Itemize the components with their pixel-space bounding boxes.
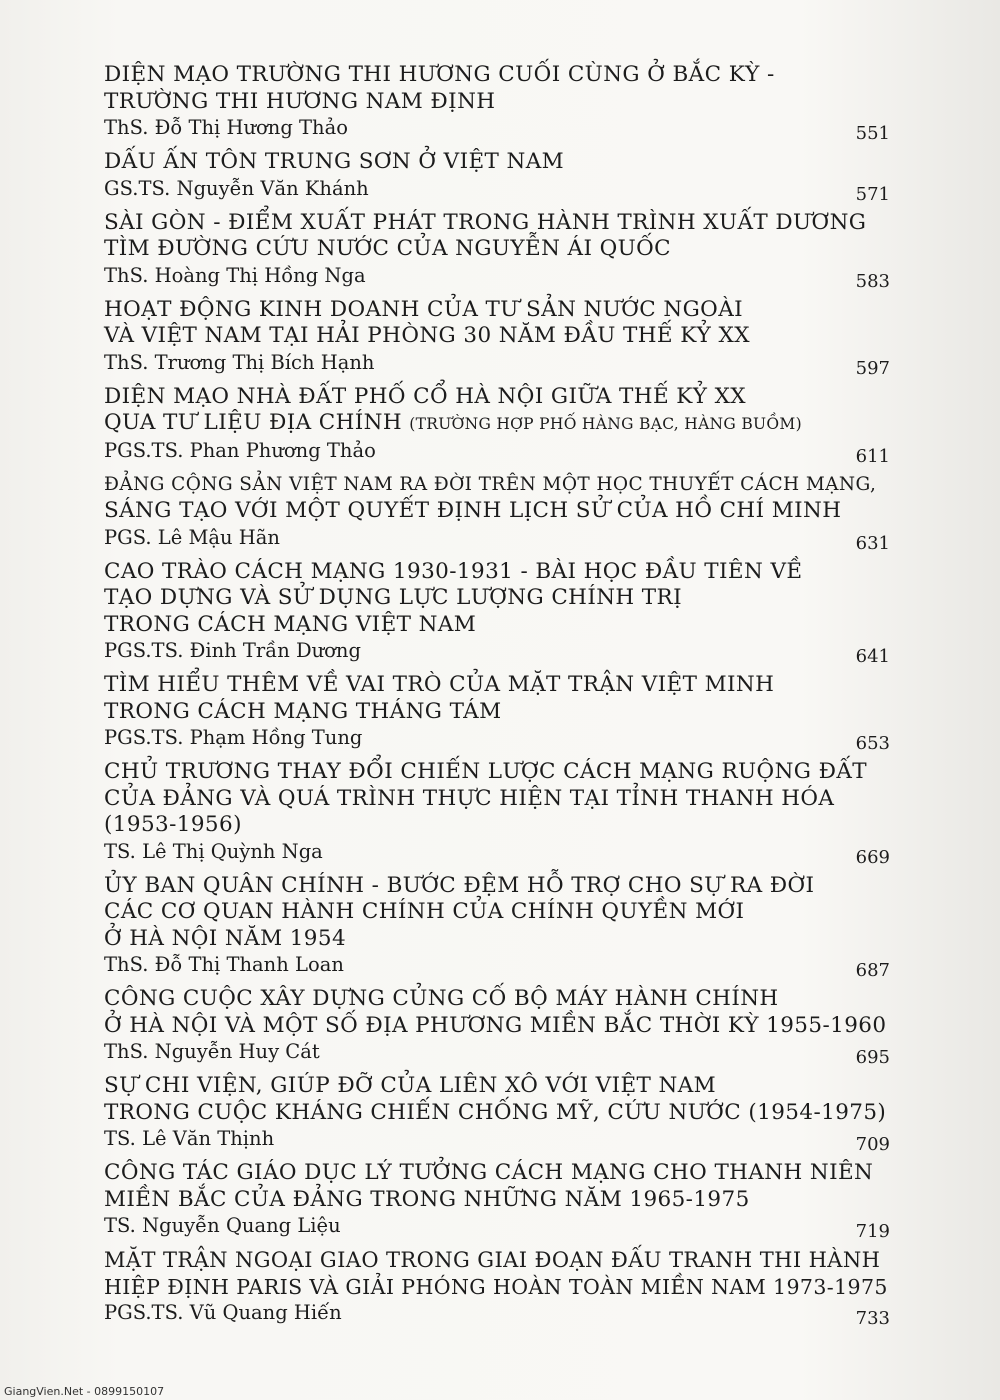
entry-title-line [104,384,890,411]
entry-title-line [104,89,890,116]
entry-title-text: TẠO DỰNG VÀ SỬ DỤNG LỰC LƯỢNG CHÍNH TRỊ [104,585,683,610]
entry-page-number: 669 [855,846,890,868]
entry-author-row [104,1300,890,1329]
entry-title-subtext: (TRƯỜNG HỢP PHỐ HÀNG BẠC, HÀNG BUỒM) [409,415,802,433]
entry-title-line [104,1100,890,1127]
entry-author-row [104,263,890,292]
toc-entry [104,1160,890,1242]
entry-title-text: SÀI GÒN - ĐIỂM XUẤT PHÁT TRONG HÀNH TRÌNH XUẤT DƯƠNG [104,209,867,235]
entry-author-row [104,1213,890,1242]
entry-author-row [104,525,890,554]
entry-title-line [104,297,890,324]
entry-author-row [104,839,890,868]
entry-page-number: 719 [855,1221,890,1242]
entry-title-text: TRƯỜNG THI HƯƠNG NAM ĐỊNH [104,88,496,114]
entry-page-number: 733 [855,1308,890,1329]
entry-page-number: 631 [855,532,890,554]
entry-author: GS.TS. Nguyễn Văn Khánh [104,176,369,200]
entry-title-line [104,612,890,639]
entry-title-line [104,1160,890,1187]
entry-title-text: (1953-1956) [104,812,242,837]
entry-title-text: TRONG CÁCH MẠNG THÁNG TÁM [104,698,502,724]
toc-entry [104,62,890,144]
toc-entry [104,209,890,292]
entry-title-text: QUA TƯ LIỆU ĐỊA CHÍNH [104,410,410,435]
entry-author: ThS. Đỗ Thị Thanh Loan [104,953,344,976]
entry-title-text: TRONG CÁCH MẠNG VIỆT NAM [104,611,477,637]
entry-title-line [104,210,890,237]
entry-title-text: HIỆP ĐỊNH PARIS VÀ GIẢI PHÓNG HOÀN TOÀN MIỀN NAM 1973-1975 [104,1274,888,1299]
entry-author-row [104,115,890,144]
entry-author: TS. Nguyễn Quang Liệu [104,1214,341,1237]
toc-entry [104,873,890,979]
entry-author: ThS. Trương Thị Bích Hạnh [104,350,375,374]
entry-title-text: CHỦ TRƯƠNG THAY ĐỔI CHIẾN LƯỢC CÁCH MẠNG RUỘNG ĐẤT [104,759,868,784]
entry-title-text: CÔNG TÁC GIÁO DỤC LÝ TƯỞNG CÁCH MẠNG CHO THANH NIÊN [104,1160,874,1185]
entry-title-text: MẶT TRẬN NGOẠI GIAO TRONG GIAI ĐOẠN ĐẤU TRANH THI HÀNH [104,1248,881,1272]
entry-page-number: 597 [855,357,890,379]
toc-entry [104,672,890,754]
entry-title-text: CỦA ĐẢNG VÀ QUÁ TRÌNH THỰC HIỆN TẠI TỈNH THANH HÓA [104,785,835,811]
toc-entry [104,296,890,379]
entry-author-row [104,725,890,754]
entry-author: ThS. Hoàng Thị Hồng Nga [104,263,366,287]
entry-title-line [104,786,890,813]
entry-title-text: DIỆN MẠO TRƯỜNG THI HƯƠNG CUỐI CÙNG Ở BẮC KỲ - [104,62,775,87]
entry-title-text: ĐẢNG CỘNG SẢN VIỆT NAM RA ĐỜI TRÊN MỘT HỌC THUYẾT CÁCH MẠNG, [104,473,877,495]
entry-title-line [104,498,890,525]
entry-title-line [104,1073,890,1100]
entry-page-number: 583 [855,270,890,292]
entry-title-line [104,899,890,926]
entry-author: PGS.TS. Vũ Quang Hiến [104,1301,342,1324]
entry-author: PGS.TS. Phan Phương Thảo [104,438,376,462]
entry-author: ThS. Đỗ Thị Hương Thảo [104,116,348,139]
entry-title-line [104,1013,890,1040]
entry-title-text: CÔNG CUỘC XÂY DỰNG CỦNG CỐ BỘ MÁY HÀNH CHÍNH [104,986,779,1011]
entry-title-line [104,986,890,1013]
entry-title-text: CAO TRÀO CÁCH MẠNG 1930-1931 - BÀI HỌC ĐẦU TIÊN VỀ [104,558,803,584]
entry-title-line [104,759,890,786]
entry-author: TS. Lê Văn Thịnh [104,1127,275,1150]
toc-entry [104,759,890,868]
toc-entry [104,559,890,665]
entry-title-text: SỰ CHI VIỆN, GIÚP ĐỠ CỦA LIÊN XÔ VỚI VIỆT NAM [104,1073,717,1098]
entry-author: PGS. Lê Mậu Hãn [104,525,280,549]
entry-title-line [104,62,890,89]
entry-title-text: CÁC CƠ QUAN HÀNH CHÍNH CỦA CHÍNH QUYỀN MỚI [104,899,745,924]
toc-entry [104,1073,890,1155]
toc-entry [104,986,890,1068]
entry-title-text: DIỆN MẠO NHÀ ĐẤT PHỐ CỔ HÀ NỘI GIỮA THẾ KỶ XX [104,383,746,409]
table-of-contents [104,62,890,1334]
toc-entry [104,472,890,554]
toc-entry [104,1247,890,1329]
entry-title-line [104,1274,890,1301]
entry-author: PGS.TS. Đinh Trần Dương [104,639,361,662]
entry-title-text: TÌM ĐƯỜNG CỨU NƯỚC CỦA NGUYỄN ÁI QUỐC [104,236,672,261]
entry-title-line [104,699,890,726]
entry-author: ThS. Nguyễn Huy Cát [104,1040,320,1063]
entry-author-row [104,952,890,981]
entry-author-row [104,350,890,379]
entry-author-row [104,638,890,667]
entry-title-line [104,812,890,839]
entry-author-row [104,1126,890,1155]
entry-title-line [104,410,890,438]
entry-title-line [104,1187,890,1214]
entry-author-row [104,176,890,205]
entry-title-text: TÌM HIỂU THÊM VỀ VAI TRÒ CỦA MẶT TRẬN VIỆT MINH [104,672,775,697]
entry-author: PGS.TS. Phạm Hồng Tung [104,726,363,749]
entry-title-text: DẤU ẤN TÔN TRUNG SƠN Ở VIỆT NAM [104,149,565,174]
entry-page-number: 571 [855,183,890,205]
entry-page-number: 653 [855,733,890,754]
entry-page-number: 709 [855,1134,890,1155]
entry-author-row [104,438,890,467]
entry-title-line [104,873,890,900]
entry-title-line [104,323,890,350]
toc-entry [104,383,890,467]
toc-entry [104,149,890,205]
entry-title-line [104,236,890,263]
entry-page-number: 641 [855,646,890,667]
entry-title-line [104,672,890,699]
entry-title-text: HOẠT ĐỘNG KINH DOANH CỦA TƯ SẢN NƯỚC NGOÀI [104,296,744,322]
entry-title-text: TRONG CUỘC KHÁNG CHIẾN CHỐNG MỸ, CỨU NƯỚC (1954-1975) [104,1099,887,1125]
entry-title-line [104,149,890,176]
entry-page-number: 551 [855,123,890,144]
entry-title-text: ỦY BAN QUÂN CHÍNH - BƯỚC ĐỆM HỖ TRỢ CHO SỰ RA ĐỜI [104,872,815,898]
entry-title-text: Ở HÀ NỘI NĂM 1954 [104,925,347,951]
watermark: GiangVien.Net - 0899150107 [4,1385,165,1398]
entry-title-line [104,1247,890,1274]
entry-title-line [104,585,890,612]
entry-page-number: 611 [855,445,890,467]
entry-author-row [104,1039,890,1068]
entry-title-text: MIỀN BẮC CỦA ĐẢNG TRONG NHỮNG NĂM 1965-1975 [104,1186,750,1212]
entry-title-text: Ở HÀ NỘI VÀ MỘT SỐ ĐỊA PHƯƠNG MIỀN BẮC THỜI KỲ 1955-1960 [104,1012,887,1038]
entry-title-text: VÀ VIỆT NAM TẠI HẢI PHÒNG 30 NĂM ĐẦU THẾ KỶ XX [104,323,750,348]
entry-title-text: SÁNG TẠO VỚI MỘT QUYẾT ĐỊNH LỊCH SỬ CỦA HỒ CHÍ MINH [104,498,842,523]
entry-title-line [104,926,890,953]
entry-page-number: 695 [855,1047,890,1068]
entry-author: TS. Lê Thị Quỳnh Nga [104,839,323,863]
entry-title-line [104,559,890,586]
entry-page-number: 687 [855,960,890,981]
entry-title-line [104,472,890,499]
